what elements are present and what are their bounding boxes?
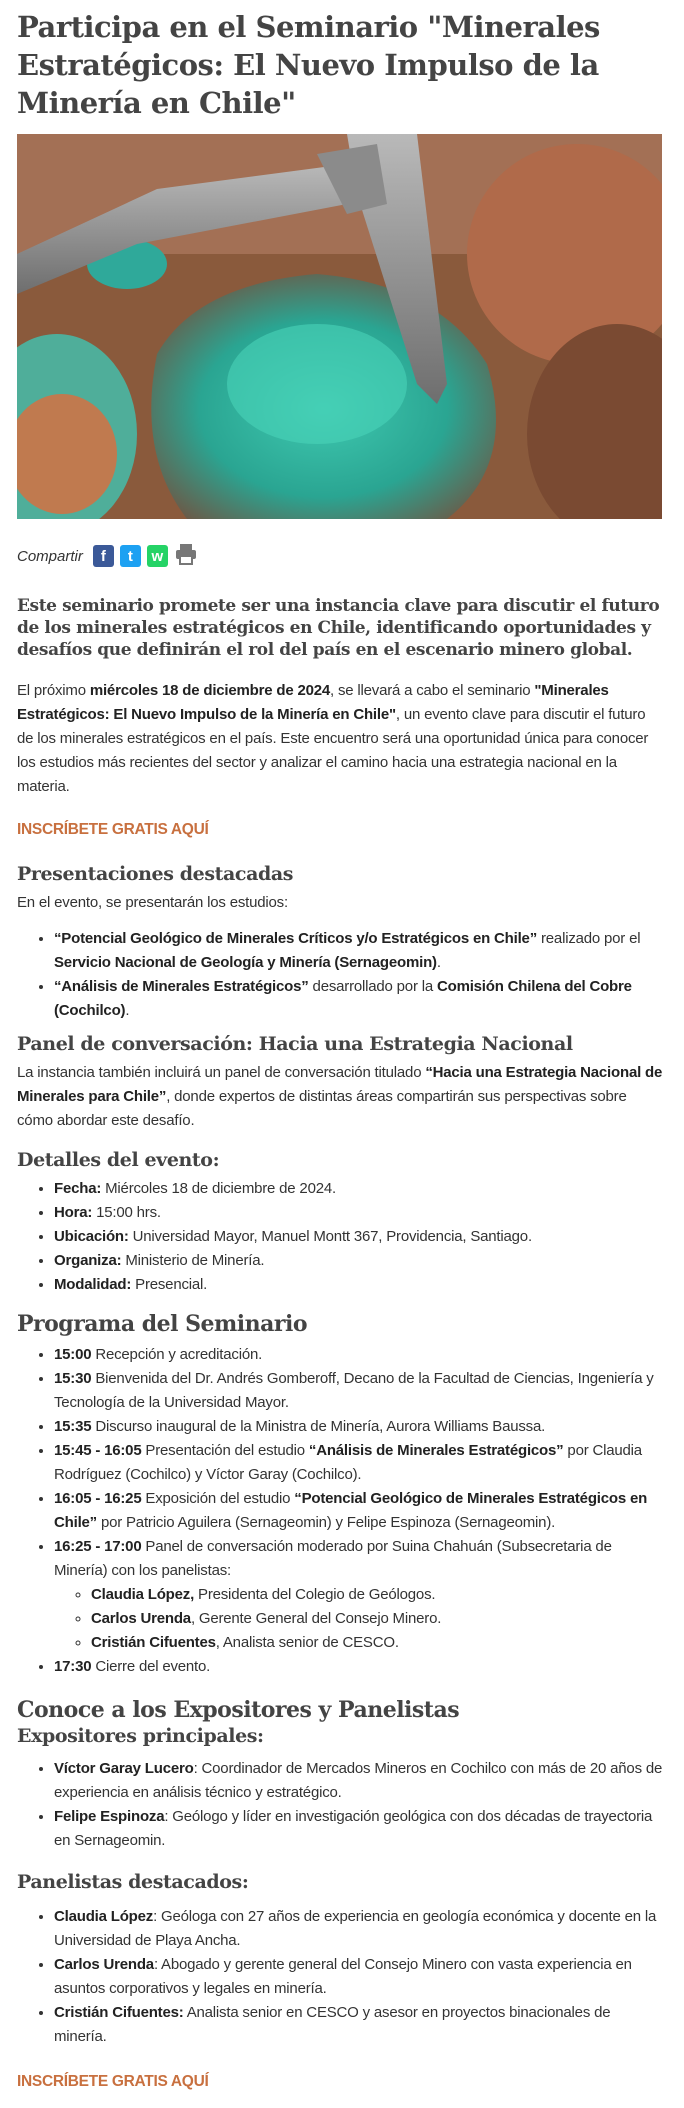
- text: , donde expertos de distintas áreas compartirán sus perspectivas sobre cómo abordar este desafío.: [17, 1088, 627, 1129]
- print-icon[interactable]: [174, 542, 198, 571]
- whatsapp-icon[interactable]: w: [147, 545, 168, 567]
- section-heading-panel: Panel de conversación: Hacia una Estrategia Nacional: [17, 1033, 573, 1055]
- detalles-list: [17, 1177, 664, 1297]
- text: Cierre del evento.: [91, 1658, 211, 1675]
- facebook-icon[interactable]: f: [93, 545, 114, 567]
- section-heading-presentaciones: Presentaciones destacadas: [17, 863, 294, 885]
- list-item: [54, 1249, 664, 1273]
- label: Ubicación:: [54, 1228, 129, 1245]
- time: 15:45 - 16:05: [54, 1442, 142, 1459]
- lead-paragraph: Este seminario promete ser una instancia clave para discutir el futuro de los minerales estratégicos en Chile, identificando oportunidades y desafíos que definirán el rol del país en el escenario minero global.: [17, 596, 660, 660]
- name: Carlos Urenda: [91, 1610, 191, 1627]
- section-heading-programa: Programa del Seminario: [17, 1311, 308, 1337]
- value: Presencial.: [131, 1276, 208, 1293]
- institution: Servicio Nacional de Geología y Minería (Sernageomin): [54, 954, 437, 971]
- name: Cristián Cifuentes: [91, 1634, 216, 1651]
- subheading-expositores: Expositores principales:: [17, 1725, 264, 1747]
- time: 15:30: [54, 1370, 92, 1387]
- list-item: [54, 1415, 664, 1439]
- programa-list: [17, 1343, 664, 1679]
- hero-image-pickaxe-on-copper-rock: [17, 134, 662, 519]
- name: Víctor Garay Lucero: [54, 1760, 194, 1777]
- share-bar: [17, 543, 664, 569]
- text: , un evento clave para discutir el futuro de los minerales estratégicos en el país. Este encuentro será una oportunidad única para conocer los estudios más recientes del sector y analizar el camino hacia una estrategia nacional en la materia.: [17, 706, 649, 795]
- event-date: miércoles 18 de diciembre de 2024: [89, 682, 331, 699]
- list-item: [54, 1905, 664, 1953]
- name: Cristián Cifuentes:: [54, 2004, 184, 2021]
- presentaciones-list: [17, 927, 664, 1023]
- intro-paragraph: [17, 679, 664, 799]
- panel-paragraph: [17, 1061, 664, 1133]
- section-heading-conoce: Conoce a los Expositores y Panelistas: [17, 1697, 460, 1723]
- text: Bienvenida del Dr. Andrés Gomberoff, Decano de la Facultad de Ciencias, Ingeniería y Tecnología de la Universidad Mayor.: [54, 1370, 654, 1411]
- presentaciones-intro: En el evento, se presentarán los estudios:: [17, 894, 288, 911]
- list-item: [54, 927, 664, 975]
- value: 15:00 hrs.: [92, 1204, 161, 1221]
- list-item: [91, 1631, 664, 1655]
- time: 16:25 - 17:00: [54, 1538, 142, 1555]
- list-item: [54, 1535, 664, 1655]
- section-heading-detalles: Detalles del evento:: [17, 1149, 220, 1171]
- list-item: [54, 1953, 664, 2001]
- value: Universidad Mayor, Manuel Montt 367, Providencia, Santiago.: [128, 1228, 532, 1245]
- name: Claudia López,: [91, 1586, 195, 1603]
- seminar-name: "Minerales Estratégicos: El Nuevo Impulso de la Minería en Chile": [17, 682, 609, 723]
- text: : Abogado y gerente general del Consejo Minero con vasta experiencia en asuntos corporativos y legales en minería.: [54, 1956, 632, 1997]
- time: 17:30: [54, 1658, 92, 1675]
- text: realizado por el: [537, 930, 641, 947]
- text: Exposición del estudio: [141, 1490, 295, 1507]
- list-item: [54, 975, 664, 1023]
- article: [0, 8, 684, 2105]
- name: Felipe Espinoza: [54, 1808, 165, 1825]
- text: Presidenta del Colegio de Geólogos.: [194, 1586, 436, 1603]
- value: Miércoles 18 de diciembre de 2024.: [101, 1180, 336, 1197]
- register-link-bottom[interactable]: INSCRÍBETE GRATIS AQUÍ: [17, 2073, 209, 2090]
- list-item: [54, 1367, 664, 1415]
- label: Modalidad:: [54, 1276, 132, 1293]
- panel-title: “Hacia una Estrategia Nacional de Minerales para Chile”: [17, 1064, 663, 1105]
- list-item: [54, 1177, 664, 1201]
- register-link[interactable]: INSCRÍBETE GRATIS AQUÍ: [17, 821, 209, 838]
- text: , se llevará a cabo el seminario: [330, 682, 535, 699]
- text: .: [436, 954, 441, 971]
- list-item: [54, 1805, 664, 1853]
- subheading-panelistas: Panelistas destacados:: [17, 1871, 249, 1893]
- list-item: [54, 1655, 664, 1679]
- text: , Gerente General del Consejo Minero.: [190, 1610, 442, 1627]
- study-title: “Potencial Geológico de Minerales Críticos y/o Estratégicos en Chile”: [54, 930, 538, 947]
- study-title: “Análisis de Minerales Estratégicos”: [54, 978, 309, 995]
- panelist-sublist: [54, 1583, 664, 1655]
- text: Analista senior en CESCO y asesor en proyectos binacionales de minería.: [54, 2004, 611, 2045]
- text: La instancia también incluirá un panel de conversación titulado: [17, 1064, 426, 1081]
- text: por Claudia Rodríguez (Cochilco) y Víctor Garay (Cochilco).: [54, 1442, 642, 1483]
- text: : Geólogo y líder en investigación geológica con dos décadas de trayectoria en Sernageomin.: [54, 1808, 653, 1849]
- expositores-list: [17, 1757, 664, 1853]
- time: 16:05 - 16:25: [54, 1490, 142, 1507]
- study-title: “Análisis de Minerales Estratégicos”: [308, 1442, 564, 1459]
- text: : Coordinador de Mercados Mineros en Cochilco con más de 20 años de experiencia en análisis técnico y estratégico.: [54, 1760, 663, 1801]
- label: Organiza:: [54, 1252, 122, 1269]
- list-item: [54, 2001, 664, 2049]
- text: El próximo: [17, 682, 90, 699]
- text: Recepción y acreditación.: [91, 1346, 263, 1363]
- twitter-icon[interactable]: t: [120, 545, 141, 567]
- value: Ministerio de Minería.: [121, 1252, 265, 1269]
- list-item: [91, 1607, 664, 1631]
- list-item: [54, 1487, 664, 1535]
- text: Panel de conversación moderado por Suina Chahuán (Subsecretaria de Minería) con los panelistas:: [54, 1538, 612, 1579]
- panelistas-list: [17, 1905, 664, 2049]
- study-title: “Potencial Geológico de Minerales Estratégicos en Chile”: [54, 1490, 648, 1531]
- list-item: [54, 1273, 664, 1297]
- list-item: [91, 1583, 664, 1607]
- time: 15:35: [54, 1418, 92, 1435]
- list-item: [54, 1225, 664, 1249]
- text: desarrollado por la: [308, 978, 437, 995]
- institution: Comisión Chilena del Cobre (Cochilco): [54, 978, 632, 1019]
- list-item: [54, 1439, 664, 1487]
- list-item: [54, 1757, 664, 1805]
- text: Discurso inaugural de la Ministra de Minería, Aurora Williams Baussa.: [91, 1418, 546, 1435]
- share-label: Compartir: [17, 547, 83, 565]
- text: Presentación del estudio: [141, 1442, 309, 1459]
- text: por Patricio Aguilera (Sernageomin) y Felipe Espinoza (Sernageomin).: [96, 1514, 556, 1531]
- text: .: [125, 1002, 130, 1019]
- name: Claudia López: [54, 1908, 154, 1925]
- text: : Geóloga con 27 años de experiencia en geología económica y docente en la Universidad de Playa Ancha.: [54, 1908, 657, 1949]
- list-item: [54, 1201, 664, 1225]
- list-item: [54, 1343, 664, 1367]
- page-title: Participa en el Seminario "Minerales Estratégicos: El Nuevo Impulso de la Minería en Chile": [17, 10, 600, 120]
- label: Fecha:: [54, 1180, 102, 1197]
- label: Hora:: [54, 1204, 93, 1221]
- name: Carlos Urenda: [54, 1956, 154, 1973]
- text: , Analista senior de CESCO.: [215, 1634, 399, 1651]
- time: 15:00: [54, 1346, 92, 1363]
